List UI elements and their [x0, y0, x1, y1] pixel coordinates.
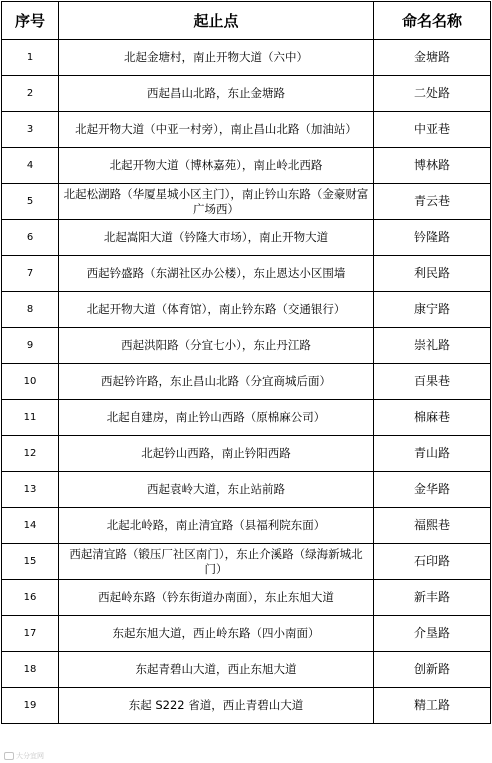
- table-row: [2, 112, 491, 148]
- table-row: [2, 616, 491, 652]
- chat-bubble-icon: [4, 752, 14, 760]
- cell-name: 石印路: [374, 544, 491, 580]
- cell-index: 4: [2, 148, 59, 184]
- table-row: [2, 652, 491, 688]
- road-naming-table: [1, 1, 491, 724]
- cell-route: 北起钤山西路，南止钤阳西路: [59, 436, 374, 472]
- cell-index: 15: [2, 544, 59, 580]
- header-index: 序号: [2, 2, 59, 40]
- cell-index: 16: [2, 580, 59, 616]
- table-row: [2, 256, 491, 292]
- cell-route: 西起钤许路，东止昌山北路（分宜商城后面）: [59, 364, 374, 400]
- cell-route: 东起 S222 省道，西止青碧山大道: [59, 688, 374, 724]
- cell-route: 东起青碧山大道，西止东旭大道: [59, 652, 374, 688]
- table-row: [2, 76, 491, 112]
- cell-route: 北起北岭路，南止清宜路（县福利院东面）: [59, 508, 374, 544]
- cell-name: 青山路: [374, 436, 491, 472]
- table-row: [2, 148, 491, 184]
- cell-route: 北起开物大道（体育馆），南止钤东路（交通银行）: [59, 292, 374, 328]
- cell-index: 19: [2, 688, 59, 724]
- cell-index: 18: [2, 652, 59, 688]
- cell-name: 二处路: [374, 76, 491, 112]
- cell-name: 康宁路: [374, 292, 491, 328]
- cell-index: 3: [2, 112, 59, 148]
- cell-name: 利民路: [374, 256, 491, 292]
- cell-name: 新丰路: [374, 580, 491, 616]
- cell-name: 精工路: [374, 688, 491, 724]
- cell-route: 北起开物大道（博林嘉苑），南止岭北西路: [59, 148, 374, 184]
- table-row: [2, 364, 491, 400]
- table-row: [2, 40, 491, 76]
- cell-name: 崇礼路: [374, 328, 491, 364]
- table-row: [2, 580, 491, 616]
- cell-name: 创新路: [374, 652, 491, 688]
- cell-index: 13: [2, 472, 59, 508]
- cell-index: 11: [2, 400, 59, 436]
- table-row: [2, 220, 491, 256]
- cell-route: 西起洪阳路（分宜七小），东止丹江路: [59, 328, 374, 364]
- cell-index: 7: [2, 256, 59, 292]
- cell-route: 北起自建房，南止钤山西路（原棉麻公司）: [59, 400, 374, 436]
- table-row: [2, 508, 491, 544]
- cell-index: 8: [2, 292, 59, 328]
- header-route: 起止点: [59, 2, 374, 40]
- cell-name: 青云巷: [374, 184, 491, 220]
- cell-name: 金华路: [374, 472, 491, 508]
- cell-index: 5: [2, 184, 59, 220]
- cell-name: 棉麻巷: [374, 400, 491, 436]
- table-row: [2, 184, 491, 220]
- cell-index: 1: [2, 40, 59, 76]
- cell-name: 博林路: [374, 148, 491, 184]
- table-row: [2, 292, 491, 328]
- table-row: [2, 436, 491, 472]
- table-header-row: [2, 2, 491, 40]
- cell-route: 东起东旭大道，西止岭东路（四小南面）: [59, 616, 374, 652]
- cell-index: 9: [2, 328, 59, 364]
- cell-route: 北起松湖路（华厦星城小区主门），南止钤山东路（金豪财富广场西）: [59, 184, 374, 220]
- cell-name: 百果巷: [374, 364, 491, 400]
- cell-name: 中亚巷: [374, 112, 491, 148]
- cell-index: 10: [2, 364, 59, 400]
- cell-index: 14: [2, 508, 59, 544]
- cell-route: 西起袁岭大道，东止站前路: [59, 472, 374, 508]
- table-row: [2, 328, 491, 364]
- cell-route: 西起昌山北路，东止金塘路: [59, 76, 374, 112]
- cell-name: 福熙巷: [374, 508, 491, 544]
- cell-route: 西起岭东路（钤东街道办南面），东止东旭大道: [59, 580, 374, 616]
- cell-name: 金塘路: [374, 40, 491, 76]
- table-row: [2, 544, 491, 580]
- cell-index: 6: [2, 220, 59, 256]
- cell-name: 钤隆路: [374, 220, 491, 256]
- cell-index: 2: [2, 76, 59, 112]
- watermark-text: 大分宜网: [16, 752, 44, 760]
- table-row: [2, 472, 491, 508]
- cell-route: 北起开物大道（中亚一村旁），南止昌山北路（加油站）: [59, 112, 374, 148]
- cell-route: 西起钤盛路（东湖社区办公楼），东止恩达小区围墙: [59, 256, 374, 292]
- table-row: [2, 688, 491, 724]
- watermark: [4, 751, 44, 761]
- cell-index: 17: [2, 616, 59, 652]
- cell-route: 北起嵩阳大道（钤隆大市场），南止开物大道: [59, 220, 374, 256]
- cell-index: 12: [2, 436, 59, 472]
- cell-name: 介垦路: [374, 616, 491, 652]
- cell-route: 北起金塘村，南止开物大道（六中）: [59, 40, 374, 76]
- table-row: [2, 400, 491, 436]
- header-name: 命名名称: [374, 2, 491, 40]
- cell-route: 西起清宜路（锻压厂社区南门），东止介溪路（绿海新城北门）: [59, 544, 374, 580]
